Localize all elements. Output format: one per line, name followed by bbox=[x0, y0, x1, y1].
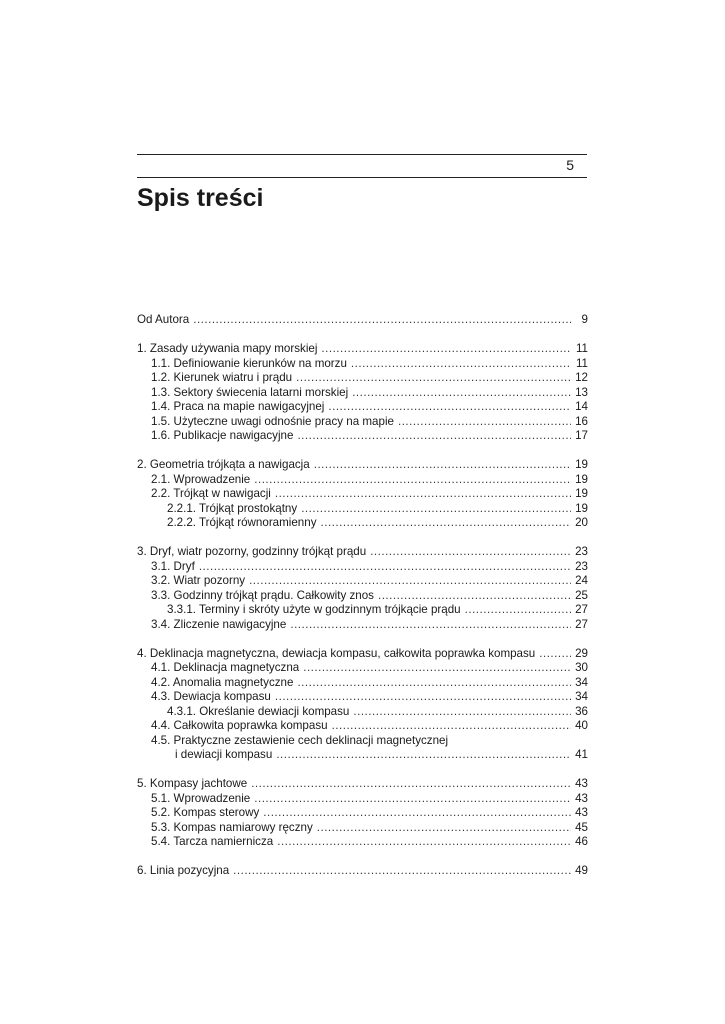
toc-dot-leader bbox=[263, 806, 571, 821]
toc-page-number: 14 bbox=[575, 400, 588, 413]
toc-entry[interactable] bbox=[137, 835, 588, 850]
toc-entry[interactable] bbox=[137, 545, 588, 560]
toc-dot-leader bbox=[378, 589, 571, 604]
toc-page-number: 43 bbox=[575, 791, 588, 805]
toc-entry-title: 2.2.1. Trójkąt prostokątny bbox=[167, 501, 298, 515]
toc-entry-title: 1.2. Kierunek wiatru i prądu bbox=[151, 371, 293, 384]
toc-page-number: 23 bbox=[575, 545, 588, 558]
toc-dot-leader bbox=[254, 473, 571, 488]
toc-dot-leader bbox=[332, 719, 571, 734]
toc-page-number: 17 bbox=[575, 429, 588, 442]
toc-entry[interactable] bbox=[137, 502, 588, 517]
toc-page-number: 19 bbox=[575, 472, 588, 486]
toc-entry-title: 5.3. Kompas namiarowy ręczny bbox=[151, 820, 313, 834]
toc-entry[interactable] bbox=[137, 821, 588, 836]
toc-entry-title: Od Autora bbox=[137, 313, 190, 326]
toc-page-number: 34 bbox=[575, 690, 588, 703]
toc-page-number: 43 bbox=[575, 777, 588, 790]
toc-page-number: 13 bbox=[575, 385, 588, 399]
toc-dot-leader bbox=[328, 400, 571, 415]
toc-entry[interactable] bbox=[137, 357, 588, 372]
toc-dot-leader bbox=[351, 357, 571, 372]
toc-entry-title: 4.3.1. Określanie dewiacji kompasu bbox=[167, 704, 350, 718]
toc-dot-leader bbox=[276, 748, 571, 763]
toc-entry-title: 3.4. Zliczenie nawigacyjne bbox=[151, 617, 287, 631]
toc-dot-leader bbox=[193, 313, 571, 328]
toc-entry[interactable] bbox=[137, 415, 588, 430]
toc-page-number: 19 bbox=[575, 501, 588, 515]
toc-entry[interactable] bbox=[137, 487, 588, 502]
toc-entry-title: 1.6. Publikacje nawigacyjne bbox=[151, 429, 294, 442]
toc-page-number: 27 bbox=[575, 617, 588, 631]
toc-section bbox=[137, 777, 588, 850]
toc-entry-title: 6. Linia pozycyjna bbox=[137, 864, 230, 877]
toc-section bbox=[137, 647, 588, 763]
toc-page-number: 36 bbox=[575, 704, 588, 718]
toc-dot-leader bbox=[352, 386, 571, 401]
toc-dot-leader bbox=[249, 574, 571, 589]
toc-dot-leader bbox=[317, 821, 571, 836]
toc-page-number: 34 bbox=[575, 675, 588, 689]
toc-section bbox=[137, 458, 588, 531]
toc-dot-leader bbox=[251, 777, 571, 792]
toc-dot-leader bbox=[370, 545, 571, 560]
toc-entry-title: 4.3. Dewiacja kompasu bbox=[151, 690, 271, 703]
toc-dot-leader bbox=[297, 429, 571, 444]
toc-dot-leader bbox=[465, 603, 571, 618]
toc-dot-leader bbox=[321, 342, 571, 357]
toc-page-number: 40 bbox=[575, 719, 588, 732]
toc-dot-leader bbox=[321, 516, 571, 531]
toc-entry-title: 1.1. Definiowanie kierunków na morzu bbox=[151, 356, 347, 370]
toc-entry[interactable] bbox=[137, 429, 588, 444]
toc-entry-title: 5.1. Wprowadzenie bbox=[151, 791, 251, 805]
toc-entry-title: 4. Deklinacja magnetyczna, dewiacja kompasu, całkowita poprawka kompasu bbox=[137, 646, 536, 660]
toc-entry[interactable] bbox=[137, 748, 588, 763]
table-of-contents bbox=[137, 313, 588, 893]
toc-entry-title: 3.1. Dryf bbox=[151, 559, 195, 573]
page-number: 5 bbox=[566, 157, 574, 173]
toc-dot-leader bbox=[539, 647, 571, 662]
toc-page-number: 30 bbox=[575, 661, 588, 674]
toc-entry-title: 1.5. Użyteczne uwagi odnośnie pracy na mapie bbox=[151, 414, 394, 428]
toc-entry[interactable] bbox=[137, 458, 588, 473]
toc-entry[interactable] bbox=[137, 705, 588, 720]
toc-entry-title: 4.1. Deklinacja magnetyczna bbox=[151, 661, 300, 674]
toc-entry[interactable] bbox=[137, 690, 588, 705]
toc-page-number: 16 bbox=[575, 414, 588, 428]
toc-dot-leader bbox=[398, 415, 571, 430]
toc-entry[interactable] bbox=[137, 719, 588, 734]
toc-entry[interactable] bbox=[137, 792, 588, 807]
toc-entry-title: 3. Dryf, wiatr pozorny, godzinny trójkąt prądu bbox=[137, 545, 367, 558]
toc-entry[interactable] bbox=[137, 386, 588, 401]
toc-entry[interactable] bbox=[137, 371, 588, 386]
toc-page-number: 41 bbox=[575, 748, 588, 761]
toc-dot-leader bbox=[254, 792, 571, 807]
page-title: Spis treści bbox=[137, 184, 264, 212]
toc-dot-leader bbox=[275, 690, 571, 705]
toc-page-number: 19 bbox=[575, 487, 588, 500]
toc-entry[interactable] bbox=[137, 806, 588, 821]
toc-entry-title: 5.4. Tarcza namiernicza bbox=[151, 835, 274, 848]
toc-dot-leader bbox=[297, 676, 571, 691]
toc-section bbox=[137, 313, 588, 328]
toc-entry-title: 1.3. Sektory świecenia latarni morskiej bbox=[151, 385, 349, 399]
toc-entry[interactable] bbox=[137, 473, 588, 488]
toc-entry[interactable] bbox=[137, 516, 588, 531]
toc-entry-title: 5.2. Kompas sterowy bbox=[151, 806, 260, 819]
toc-dot-leader bbox=[296, 371, 571, 386]
toc-dot-leader bbox=[301, 502, 571, 517]
toc-entry[interactable] bbox=[137, 676, 588, 691]
toc-page-number: 11 bbox=[575, 342, 588, 355]
toc-entry[interactable] bbox=[137, 560, 588, 575]
toc-entry[interactable] bbox=[137, 647, 588, 662]
toc-page-number: 12 bbox=[575, 371, 588, 384]
toc-entry[interactable] bbox=[137, 603, 588, 618]
toc-entry-title: 2.1. Wprowadzenie bbox=[151, 472, 251, 486]
toc-entry[interactable] bbox=[137, 734, 588, 749]
toc-page-number: 49 bbox=[575, 864, 588, 877]
toc-page-number: 25 bbox=[575, 588, 588, 602]
toc-entry-title: 1.4. Praca na mapie nawigacyjnej bbox=[151, 400, 325, 413]
toc-entry[interactable] bbox=[137, 589, 588, 604]
toc-page-number: 19 bbox=[575, 458, 588, 471]
toc-entry[interactable] bbox=[137, 342, 588, 357]
toc-page-number: 27 bbox=[575, 603, 588, 616]
toc-entry[interactable] bbox=[137, 574, 588, 589]
toc-entry-title: 2. Geometria trójkąta a nawigacja bbox=[137, 458, 310, 471]
toc-entry-title: 5. Kompasy jachtowe bbox=[137, 777, 248, 790]
toc-entry-title: 4.4. Całkowita poprawka kompasu bbox=[151, 719, 328, 732]
toc-dot-leader bbox=[303, 661, 571, 676]
toc-entry[interactable] bbox=[137, 400, 588, 415]
toc-section bbox=[137, 342, 588, 444]
toc-entry-title: 1. Zasady używania mapy morskiej bbox=[137, 342, 318, 355]
toc-page-number: 23 bbox=[575, 559, 588, 573]
toc-entry[interactable] bbox=[137, 777, 588, 792]
toc-page-number: 11 bbox=[575, 356, 588, 370]
toc-dot-leader bbox=[233, 864, 571, 879]
toc-entry-title: 4.2. Anomalia magnetyczne bbox=[151, 675, 294, 689]
toc-dot-leader bbox=[290, 618, 571, 633]
toc-entry-title: 3.3. Godzinny trójkąt prądu. Całkowity znos bbox=[151, 588, 374, 602]
toc-entry-title: 3.3.1. Terminy i skróty użyte w godzinnym trójkącie prądu bbox=[167, 603, 461, 616]
header-rule-bottom bbox=[137, 177, 587, 178]
toc-section bbox=[137, 545, 588, 632]
toc-entry[interactable] bbox=[137, 864, 588, 879]
toc-entry[interactable] bbox=[137, 618, 588, 633]
toc-page-number: 45 bbox=[575, 820, 588, 834]
toc-page-number: 24 bbox=[575, 574, 588, 587]
toc-page-number: 9 bbox=[581, 313, 588, 326]
toc-dot-leader bbox=[314, 458, 571, 473]
toc-entry[interactable] bbox=[137, 313, 588, 328]
toc-entry-title: i dewiacji kompasu bbox=[175, 748, 273, 761]
toc-entry-title: 2.2. Trójkąt w nawigacji bbox=[151, 487, 271, 500]
toc-entry-title: 4.5. Praktyczne zestawienie cech deklinacji magnetycznej bbox=[151, 733, 449, 747]
toc-dot-leader bbox=[277, 835, 571, 850]
toc-page-number: 43 bbox=[575, 806, 588, 819]
toc-entry[interactable] bbox=[137, 661, 588, 676]
toc-page-number: 29 bbox=[575, 646, 588, 660]
toc-entry-title: 3.2. Wiatr pozorny bbox=[151, 574, 246, 587]
toc-dot-leader bbox=[353, 705, 571, 720]
toc-page-number: 20 bbox=[575, 516, 588, 529]
toc-page-number: 46 bbox=[575, 835, 588, 848]
toc-dot-leader bbox=[275, 487, 571, 502]
toc-section bbox=[137, 864, 588, 879]
toc-dot-leader bbox=[199, 560, 571, 575]
toc-entry-title: 2.2.2. Trójkąt równoramienny bbox=[167, 516, 317, 529]
header-rule-top bbox=[137, 154, 587, 155]
